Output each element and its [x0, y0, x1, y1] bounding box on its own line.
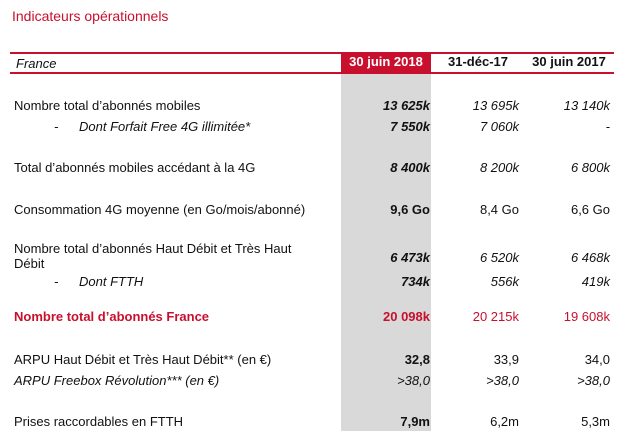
header-country: France: [16, 56, 57, 71]
row-value-dec17: 8,4 Go: [479, 202, 519, 217]
row-label-consommation-4g: Consommation 4G moyenne (en Go/mois/abonné): [14, 202, 306, 217]
page-title: Indicateurs opérationnels: [12, 8, 169, 24]
row-label-arpu-freebox: ARPU Freebox Révolution*** (en €): [14, 373, 220, 388]
row-value-dec17: 7 060k: [479, 119, 519, 134]
row-value-dec17: 20 215k: [472, 309, 519, 324]
row-value-2018: 7,9m: [400, 414, 430, 429]
row-value-dec17: >38,0: [486, 373, 519, 388]
row-value-2018: 13 625k: [383, 98, 430, 113]
row-value-dec17: 33,9: [493, 352, 519, 367]
row-value-2017: 6 468k: [570, 250, 610, 265]
row-label-ftth: Dont FTTH: [79, 274, 144, 289]
row-label-prises-ftth: Prises raccordables en FTTH: [14, 414, 184, 429]
row-label-abonnes-4g: Total d’abonnés mobiles accédant à la 4G: [14, 160, 256, 175]
row-value-2018: 734k: [401, 274, 430, 289]
row-value-2017: 419k: [581, 274, 610, 289]
header-col-31-dec-17: 31-déc-17: [448, 54, 508, 69]
row-label-haut-debit: Nombre total d’abonnés Haut Débit et Très Haut: [14, 241, 292, 256]
row-label-abonnes-mobiles: Nombre total d’abonnés mobiles: [14, 98, 201, 113]
sub-row-dash: -: [54, 274, 59, 289]
row-value-dec17: 6,2m: [490, 414, 519, 429]
row-value-2017: >38,0: [577, 373, 610, 388]
row-value-dec17: 8 200k: [479, 160, 519, 175]
row-value-2018: 32,8: [404, 352, 430, 367]
row-value-2018: 20 098k: [383, 309, 430, 324]
header-col-30-juin-2017: 30 juin 2017: [532, 54, 606, 69]
sub-row-dash: -: [54, 119, 59, 134]
row-value-2018: >38,0: [397, 373, 430, 388]
row-label-arpu-haut-debit: ARPU Haut Débit et Très Haut Débit** (en €): [14, 352, 272, 367]
row-value-2018: 6 473k: [390, 250, 430, 265]
row-value-dec17: 556k: [490, 274, 519, 289]
row-label-forfait-4g: Dont Forfait Free 4G illimitée*: [79, 119, 251, 134]
row-value-2017: 6,6 Go: [570, 202, 610, 217]
row-value-2017: 34,0: [584, 352, 610, 367]
row-value-2017: 19 608k: [563, 309, 610, 324]
row-value-2017: -: [605, 119, 610, 134]
row-value-2018: 8 400k: [390, 160, 430, 175]
row-value-dec17: 13 695k: [472, 98, 519, 113]
row-value-2018: 7 550k: [390, 119, 430, 134]
row-value-2017: 6 800k: [570, 160, 610, 175]
row-value-2017: 13 140k: [563, 98, 610, 113]
row-value-2017: 5,3m: [581, 414, 610, 429]
header-col-30-juin-2018: 30 juin 2018: [341, 52, 431, 74]
row-value-dec17: 6 520k: [479, 250, 519, 265]
row-label-total-france: Nombre total d’abonnés France: [14, 309, 210, 324]
row-value-2018: 9,6 Go: [390, 202, 430, 217]
row-label-haut-debit-cont: Débit: [14, 256, 45, 271]
